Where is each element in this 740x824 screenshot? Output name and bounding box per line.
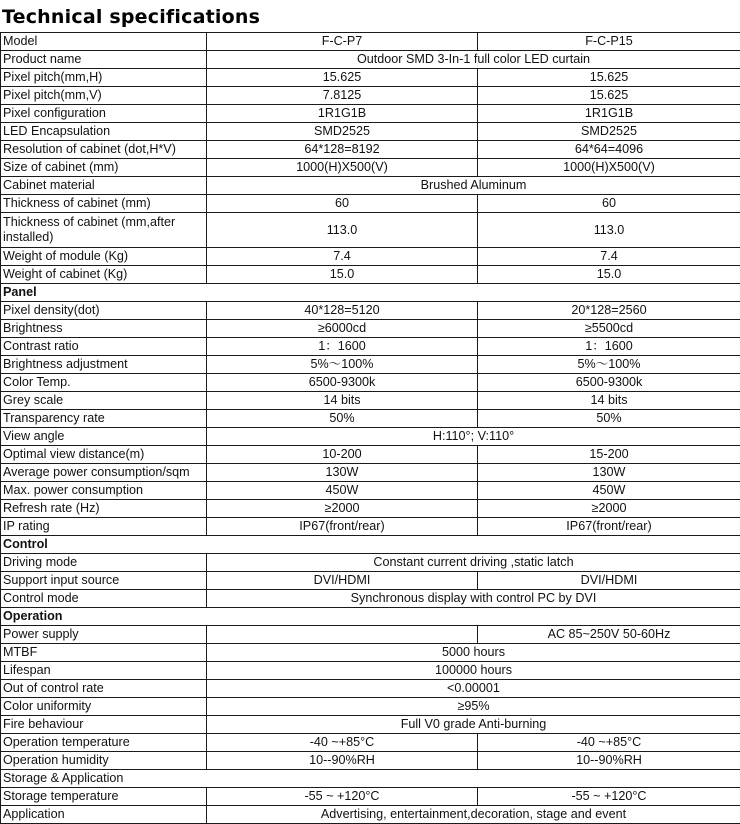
spec-value-model-2: 14 bits xyxy=(478,392,740,410)
spec-value-shared: Constant current driving ,static latch xyxy=(207,554,740,572)
spec-value-model-1: 40*128=5120 xyxy=(207,302,478,320)
spec-label: Grey scale xyxy=(1,392,207,410)
spec-row xyxy=(1,662,740,680)
spec-value-model-1: 7.8125 xyxy=(207,87,478,105)
spec-label: Refresh rate (Hz) xyxy=(1,500,207,518)
spec-row xyxy=(1,734,740,752)
spec-label: Model xyxy=(1,33,207,51)
spec-row xyxy=(1,752,740,770)
spec-value-model-2: ≥5500cd xyxy=(478,320,740,338)
spec-label: Weight of cabinet (Kg) xyxy=(1,266,207,284)
spec-row xyxy=(1,698,740,716)
section-header: Control xyxy=(1,536,740,554)
spec-value-model-2: 130W xyxy=(478,464,740,482)
spec-row xyxy=(1,788,740,806)
section-header: Operation xyxy=(1,608,740,626)
spec-value-model-1: 1R1G1B xyxy=(207,105,478,123)
spec-value-model-1: 6500-9300k xyxy=(207,374,478,392)
spec-value-model-2: 15.0 xyxy=(478,266,740,284)
section-header: Storage & Application xyxy=(1,770,740,788)
spec-row xyxy=(1,392,740,410)
spec-value-model-1: ≥2000 xyxy=(207,500,478,518)
spec-label: Product name xyxy=(1,51,207,69)
spec-value-model-1: 15.0 xyxy=(207,266,478,284)
spec-label: Driving mode xyxy=(1,554,207,572)
spec-value-model-2: DVI/HDMI xyxy=(478,572,740,590)
spec-row xyxy=(1,195,740,213)
spec-row xyxy=(1,51,740,69)
spec-label: Color Temp. xyxy=(1,374,207,392)
spec-label: Fire behaviour xyxy=(1,716,207,734)
spec-value-model-2: 15-200 xyxy=(478,446,740,464)
spec-value-model-1: ≥6000cd xyxy=(207,320,478,338)
spec-row xyxy=(1,410,740,428)
spec-label: Application xyxy=(1,806,207,824)
spec-row xyxy=(1,374,740,392)
spec-label: Resolution of cabinet (dot,H*V) xyxy=(1,141,207,159)
section-header-row xyxy=(1,536,740,554)
spec-row xyxy=(1,428,740,446)
spec-value-model-2: -55 ~ +120°C xyxy=(478,788,740,806)
section-header-row xyxy=(1,608,740,626)
spec-value-shared: Synchronous display with control PC by DVI xyxy=(207,590,740,608)
spec-value-model-1: 15.625 xyxy=(207,69,478,87)
spec-row xyxy=(1,33,740,51)
spec-row xyxy=(1,177,740,195)
spec-row xyxy=(1,213,740,248)
spec-value-shared: Outdoor SMD 3-In-1 full color LED curtain xyxy=(207,51,740,69)
spec-value-model-2: 50% xyxy=(478,410,740,428)
spec-label: Control mode xyxy=(1,590,207,608)
spec-value-shared: H:110°; V:110° xyxy=(207,428,740,446)
spec-row xyxy=(1,302,740,320)
spec-value-model-2: F-C-P15 xyxy=(478,33,740,51)
spec-value-model-2: 60 xyxy=(478,195,740,213)
spec-label: Color uniformity xyxy=(1,698,207,716)
spec-label: Support input source xyxy=(1,572,207,590)
section-header-row xyxy=(1,770,740,788)
spec-value-model-2: 15.625 xyxy=(478,87,740,105)
spec-label: Pixel density(dot) xyxy=(1,302,207,320)
spec-value-model-1: F-C-P7 xyxy=(207,33,478,51)
spec-value-model-2: AC 85~250V 50-60Hz xyxy=(478,626,740,644)
spec-label: Thickness of cabinet (mm,after installed) xyxy=(1,213,207,248)
spec-label: Storage temperature xyxy=(1,788,207,806)
spec-row xyxy=(1,105,740,123)
spec-value-shared: Advertising, entertainment,decoration, stage and event xyxy=(207,806,740,824)
spec-value-model-2: 1：1600 xyxy=(478,338,740,356)
spec-value-model-1: 7.4 xyxy=(207,248,478,266)
spec-value-model-1: 10-200 xyxy=(207,446,478,464)
spec-value-model-2: 7.4 xyxy=(478,248,740,266)
spec-value-shared: 100000 hours xyxy=(207,662,740,680)
spec-row xyxy=(1,338,740,356)
spec-value-model-2: SMD2525 xyxy=(478,123,740,141)
spec-value-model-1: -55 ~ +120°C xyxy=(207,788,478,806)
spec-value-model-1: 450W xyxy=(207,482,478,500)
spec-row xyxy=(1,716,740,734)
section-header-row xyxy=(1,284,740,302)
spec-value-model-1: 64*128=8192 xyxy=(207,141,478,159)
spec-value-model-1: 113.0 xyxy=(207,213,478,248)
spec-row xyxy=(1,87,740,105)
spec-row xyxy=(1,626,740,644)
spec-label: Max. power consumption xyxy=(1,482,207,500)
spec-label: Operation temperature xyxy=(1,734,207,752)
spec-label: Pixel pitch(mm,H) xyxy=(1,69,207,87)
page-title: Technical specifications xyxy=(2,5,260,29)
spec-label: Average power consumption/sqm xyxy=(1,464,207,482)
spec-value-model-2: 10--90%RH xyxy=(478,752,740,770)
spec-row xyxy=(1,464,740,482)
spec-value-model-2: -40 ~+85°C xyxy=(478,734,740,752)
spec-row xyxy=(1,518,740,536)
spec-row xyxy=(1,500,740,518)
spec-row xyxy=(1,320,740,338)
spec-label: IP rating xyxy=(1,518,207,536)
spec-row xyxy=(1,141,740,159)
spec-label: Brightness xyxy=(1,320,207,338)
spec-row xyxy=(1,248,740,266)
spec-value-model-1: DVI/HDMI xyxy=(207,572,478,590)
spec-label: MTBF xyxy=(1,644,207,662)
spec-row xyxy=(1,572,740,590)
spec-label: Operation humidity xyxy=(1,752,207,770)
spec-row xyxy=(1,123,740,141)
spec-table-body xyxy=(1,33,740,824)
spec-label: Contrast ratio xyxy=(1,338,207,356)
spec-label: Pixel configuration xyxy=(1,105,207,123)
spec-value-model-2: IP67(front/rear) xyxy=(478,518,740,536)
spec-label: Cabinet material xyxy=(1,177,207,195)
spec-row xyxy=(1,482,740,500)
spec-row xyxy=(1,446,740,464)
spec-value-model-1: 50% xyxy=(207,410,478,428)
spec-label: Optimal view distance(m) xyxy=(1,446,207,464)
spec-value-model-1 xyxy=(207,626,478,644)
spec-value-shared: ≥95% xyxy=(207,698,740,716)
spec-value-model-1: 10--90%RH xyxy=(207,752,478,770)
spec-table xyxy=(0,32,740,824)
spec-value-model-1: SMD2525 xyxy=(207,123,478,141)
spec-row xyxy=(1,680,740,698)
spec-label: Thickness of cabinet (mm) xyxy=(1,195,207,213)
spec-value-model-2: 5%～100% xyxy=(478,356,740,374)
spec-value-model-2: 20*128=2560 xyxy=(478,302,740,320)
spec-label: Out of control rate xyxy=(1,680,207,698)
spec-value-model-1: 130W xyxy=(207,464,478,482)
spec-row xyxy=(1,590,740,608)
spec-value-model-1: IP67(front/rear) xyxy=(207,518,478,536)
spec-label: LED Encapsulation xyxy=(1,123,207,141)
spec-row xyxy=(1,644,740,662)
spec-value-model-1: 60 xyxy=(207,195,478,213)
spec-row xyxy=(1,554,740,572)
spec-row xyxy=(1,159,740,177)
spec-row xyxy=(1,69,740,87)
spec-value-model-2: 15.625 xyxy=(478,69,740,87)
spec-value-model-1: 14 bits xyxy=(207,392,478,410)
spec-value-model-1: 5%～100% xyxy=(207,356,478,374)
spec-label: Transparency rate xyxy=(1,410,207,428)
spec-value-model-1: 1：1600 xyxy=(207,338,478,356)
spec-value-model-2: ≥2000 xyxy=(478,500,740,518)
spec-value-shared: Brushed Aluminum xyxy=(207,177,740,195)
spec-label: Pixel pitch(mm,V) xyxy=(1,87,207,105)
spec-value-model-1: 1000(H)X500(V) xyxy=(207,159,478,177)
spec-row xyxy=(1,266,740,284)
spec-value-model-2: 64*64=4096 xyxy=(478,141,740,159)
spec-value-shared: Full V0 grade Anti-burning xyxy=(207,716,740,734)
spec-value-model-2: 1000(H)X500(V) xyxy=(478,159,740,177)
spec-label: Weight of module (Kg) xyxy=(1,248,207,266)
spec-value-shared: <0.00001 xyxy=(207,680,740,698)
spec-value-model-2: 113.0 xyxy=(478,213,740,248)
spec-value-model-2: 1R1G1B xyxy=(478,105,740,123)
section-header: Panel xyxy=(1,284,740,302)
spec-row xyxy=(1,356,740,374)
spec-value-model-2: 450W xyxy=(478,482,740,500)
spec-value-model-2: 6500-9300k xyxy=(478,374,740,392)
spec-value-model-1: -40 ~+85°C xyxy=(207,734,478,752)
spec-label: Brightness adjustment xyxy=(1,356,207,374)
spec-label: Power supply xyxy=(1,626,207,644)
spec-label: Size of cabinet (mm) xyxy=(1,159,207,177)
spec-label: View angle xyxy=(1,428,207,446)
spec-value-shared: 5000 hours xyxy=(207,644,740,662)
spec-label: Lifespan xyxy=(1,662,207,680)
